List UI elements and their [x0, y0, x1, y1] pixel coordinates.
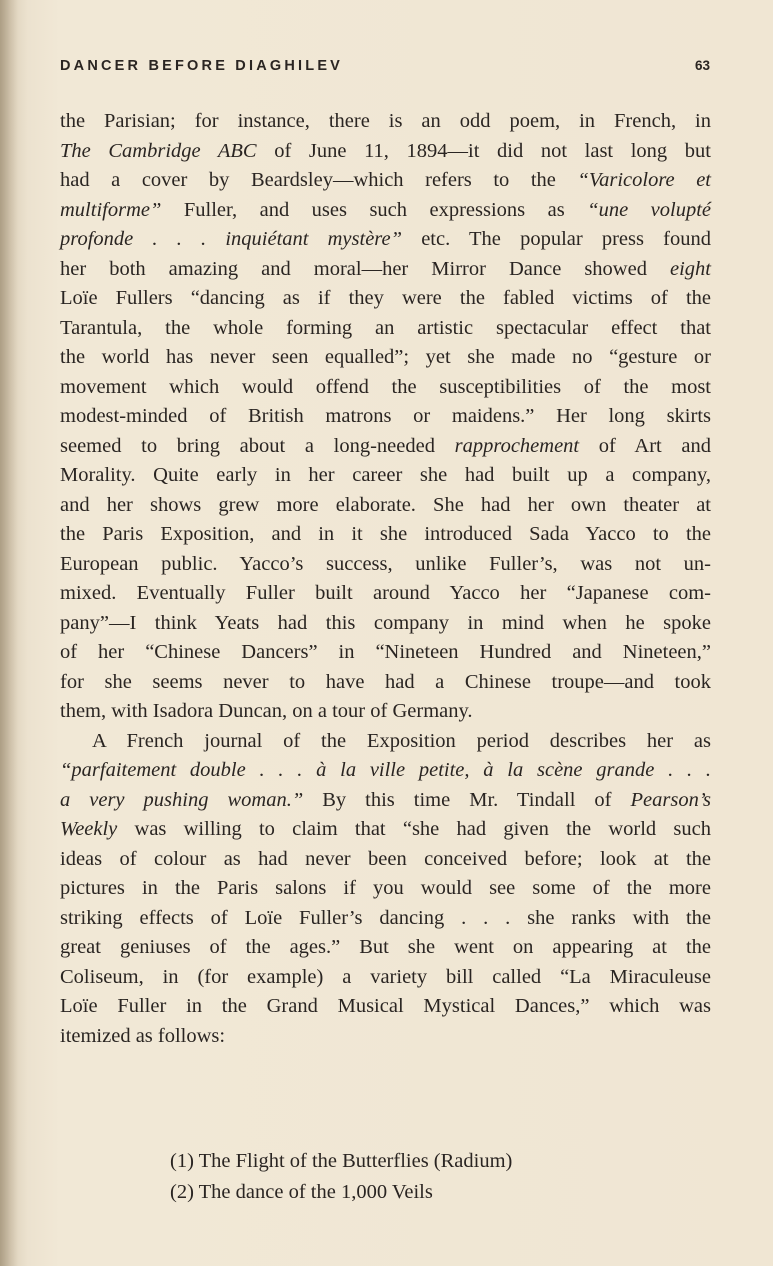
text-line: pany”—I think Yeats had this company in mind when he spoke — [60, 611, 711, 634]
text-line: them, with Isadora Duncan, on a tour of Germany. — [60, 700, 473, 722]
text-run: of Art and — [579, 434, 712, 457]
numbered-list — [170, 1146, 690, 1208]
italic-emphasis: rapprochement — [454, 434, 580, 457]
text-line: Loïe Fuller in the Grand Musical Mystical Dances,” which was — [60, 995, 711, 1017]
text-line: Tarantula, the whole forming an artistic spectacular effect that — [60, 316, 711, 339]
text-line — [60, 255, 711, 285]
text-line: ideas of colour as had never been conceived before; look at the — [60, 847, 711, 870]
text-line: mixed. Eventually Fuller built around Yacco her “Japanese com- — [60, 582, 711, 604]
text-line: European public. Yacco’s success, unlike Fuller’s, was not un- — [60, 552, 711, 575]
italic-quote: “une volupté — [587, 198, 712, 221]
text-line: and her shows grew more elaborate. She had her own theater at — [60, 493, 711, 516]
text-line: of her “Chinese Dancers” in “Nineteen Hundred and Nineteen,” — [60, 641, 711, 663]
list-item: (2) The dance of the 1,000 Veils — [170, 1181, 433, 1203]
text-line: Morality. Quite early in her career she had built up a company, — [60, 464, 711, 486]
text-run: her both amazing and moral—her Mirror Dance showed — [60, 257, 670, 280]
text-line: the world has never seen equalled”; yet she made no “gesture or — [60, 346, 711, 368]
italic-quote: “parfaitement double . . . à la ville petite, à la scène grande . . . — [60, 759, 711, 781]
gutter-shadow — [0, 0, 18, 1266]
text-line: itemized as follows: — [60, 1024, 226, 1047]
text-line — [60, 196, 711, 226]
text-line: Coliseum, in (for example) a variety bill called “La Miraculeuse — [60, 965, 711, 988]
text-line: striking effects of Loïe Fuller’s dancing . . . she ranks with the — [60, 906, 711, 929]
text-line — [60, 137, 711, 167]
text-line: pictures in the Paris salons if you would see some of the more — [60, 877, 711, 899]
page-number: 63 — [694, 58, 710, 73]
italic-title: Pearson’s — [630, 788, 711, 811]
body-text — [60, 107, 711, 1051]
text-line — [60, 107, 711, 137]
text-line — [60, 815, 711, 845]
text-run: Fuller, and uses such expressions as — [161, 198, 588, 221]
italic-quote: profonde . . . inquiétant mystère” — [60, 228, 403, 250]
italic-quote: “Varicolore et — [577, 169, 711, 191]
running-head: DANCER BEFORE DIAGHILEV — [60, 58, 344, 74]
text-line — [60, 225, 711, 255]
text-run: had a cover by Beardsley—which refers to the — [60, 169, 578, 191]
text-line: modest-minded of British matrons or maidens.” Her long skirts — [60, 405, 711, 427]
list-item: (1) The Flight of the Butterflies (Radium) — [170, 1150, 513, 1172]
text-run: By this time Mr. Tindall of — [303, 788, 631, 811]
italic-emphasis: eight — [670, 257, 711, 280]
page-header — [60, 58, 710, 82]
text-run: seemed to bring about a long-needed — [60, 434, 455, 457]
text-run: the Parisian; for instance, there is an odd poem, in French, in — [60, 110, 711, 132]
text-line: for she seems never to have had a Chinese troupe—and took — [60, 670, 711, 693]
italic-quote: a very pushing woman.” — [60, 788, 304, 811]
text-line: Loïe Fullers “dancing as if they were the fabled victims of the — [60, 287, 711, 309]
text-run: was willing to claim that “she had given the world such — [117, 818, 711, 840]
text-line: the Paris Exposition, and in it she introduced Sada Yacco to the — [60, 523, 711, 545]
italic-title: Weekly — [60, 818, 118, 840]
text-line — [60, 166, 711, 196]
text-line: movement which would offend the susceptibilities of the most — [60, 375, 711, 398]
text-run: of June 11, 1894—it did not last long but — [256, 139, 711, 162]
text-line: great geniuses of the ages.” But she went on appearing at the — [60, 936, 711, 958]
text-run: etc. The popular press found — [402, 228, 711, 250]
text-line — [60, 756, 711, 786]
italic-title: The Cambridge ABC — [60, 139, 257, 162]
text-line: A French journal of the Exposition period describes her as — [92, 729, 711, 752]
text-line — [60, 786, 711, 816]
italic-quote: multiforme” — [60, 198, 162, 221]
text-line — [60, 432, 711, 462]
